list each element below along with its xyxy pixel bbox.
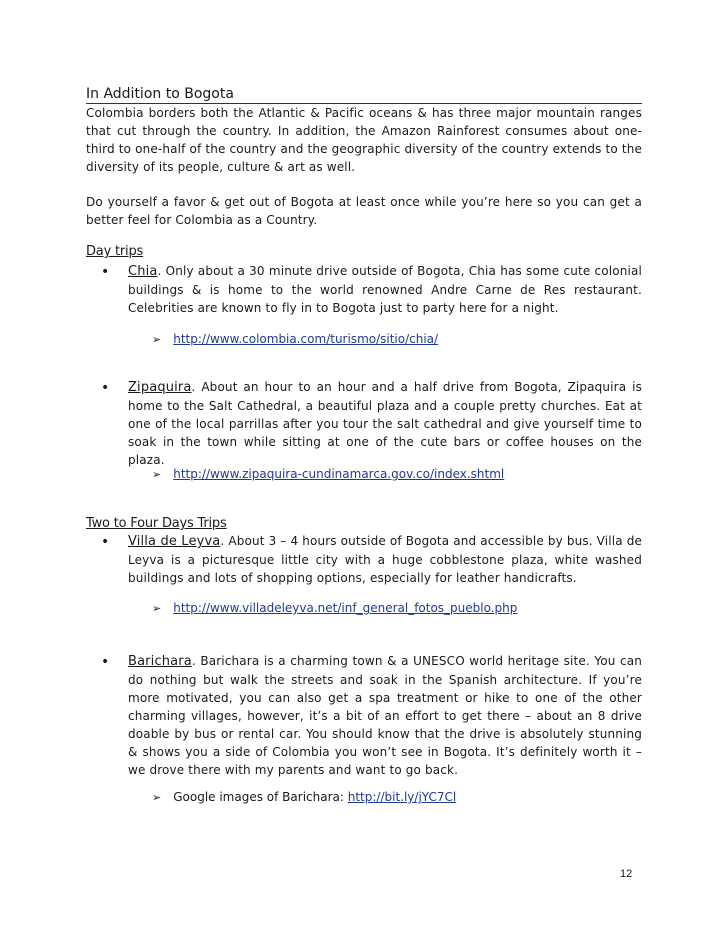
arrow-bullet-icon: ➢ xyxy=(152,791,162,804)
day-trips-heading: Day trips xyxy=(86,244,144,259)
section-title-text: In Addition to Bogota xyxy=(86,86,234,102)
long-trips-heading: Two to Four Days Trips xyxy=(86,516,227,531)
villa-de-leyva-link[interactable]: http://www.villadeleyva.net/inf_general_fotos_pueblo.php xyxy=(173,601,518,615)
arrow-bullet-icon: ➢ xyxy=(152,602,162,615)
bullet-icon: • xyxy=(101,654,110,670)
list-item-barichara xyxy=(128,652,642,779)
item-description: . About an hour to an hour and a half drive from Bogota, Zipaquira is home to the Salt Cathedral, a beautiful plaza and a couple pretty churches. Eat at one of the local parrillas after you tour the salt cathedral and give yourself time to soak in the town while sitting at one of the cute bars or coffee houses on the plaza. xyxy=(128,380,642,467)
item-name: Barichara xyxy=(128,654,192,669)
intro-paragraph: Colombia borders both the Atlantic & Pacific oceans & has three major mountain ranges that cut through the country. In addition, the Amazon Rainforest consumes about one-third to one-half of the country and the geographic diversity of the country extends to the diversity of its people, culture & art as well. xyxy=(86,106,642,174)
list-item-chia xyxy=(128,262,642,317)
link-row xyxy=(152,599,517,618)
bullet-icon: • xyxy=(101,534,110,550)
item-name: Chia xyxy=(128,264,158,279)
arrow-bullet-icon: ➢ xyxy=(152,333,162,346)
link-row xyxy=(152,330,438,349)
link-row xyxy=(152,465,504,484)
link-row xyxy=(152,788,456,807)
item-description: . Barichara is a charming town & a UNESCO world heritage site. You can do nothing but walk the streets and soak in the Spanish architecture. If you’re more motivated, you can also get a spa treatment or hike to one of the other charming villages, however, it’s a bit of an effort to get there – about an 8 drive doable by bus or rental car. You should know that the drive is absolutely stunning & shows you a side of Colombia you won’t see in Bogota. It’s definitely worth it – we drove there with my parents and want to go back. xyxy=(128,654,642,777)
item-description: . About 3 – 4 hours outside of Bogota and accessible by bus. Villa de Leyva is a picturesque little city with a huge cobblestone plaza, white washed buildings and lots of shopping options, especially for leather handicrafts. xyxy=(128,534,643,585)
list-item-villa-de-leyva xyxy=(128,532,642,587)
list-item-zipaquira xyxy=(128,378,642,469)
bullet-icon: • xyxy=(101,380,110,396)
chia-link[interactable]: http://www.colombia.com/turismo/sitio/chia/ xyxy=(173,332,439,346)
bullet-icon: • xyxy=(101,264,110,280)
item-name: Zipaquira xyxy=(128,380,192,395)
page-number: 12 xyxy=(620,868,633,880)
advice-paragraph: Do yourself a favor & get out of Bogota at least once while you’re here so you can get a better feel for Colombia as a Country. xyxy=(86,195,642,227)
section-title xyxy=(86,86,642,104)
item-name: Villa de Leyva xyxy=(128,534,221,549)
link-prefix: Google images of Barichara: xyxy=(173,790,348,804)
arrow-bullet-icon: ➢ xyxy=(152,468,162,481)
barichara-link[interactable]: http://bit.ly/jYC7Cl xyxy=(347,790,457,804)
zipaquira-link[interactable]: http://www.zipaquira-cundinamarca.gov.co/index.shtml xyxy=(173,467,505,481)
item-description: . Only about a 30 minute drive outside of Bogota, Chia has some cute colonial buildings & is home to the world renowned Andre Carne de Res restaurant. Celebrities are known to fly in to Bogota just to party here for a night. xyxy=(128,264,642,315)
